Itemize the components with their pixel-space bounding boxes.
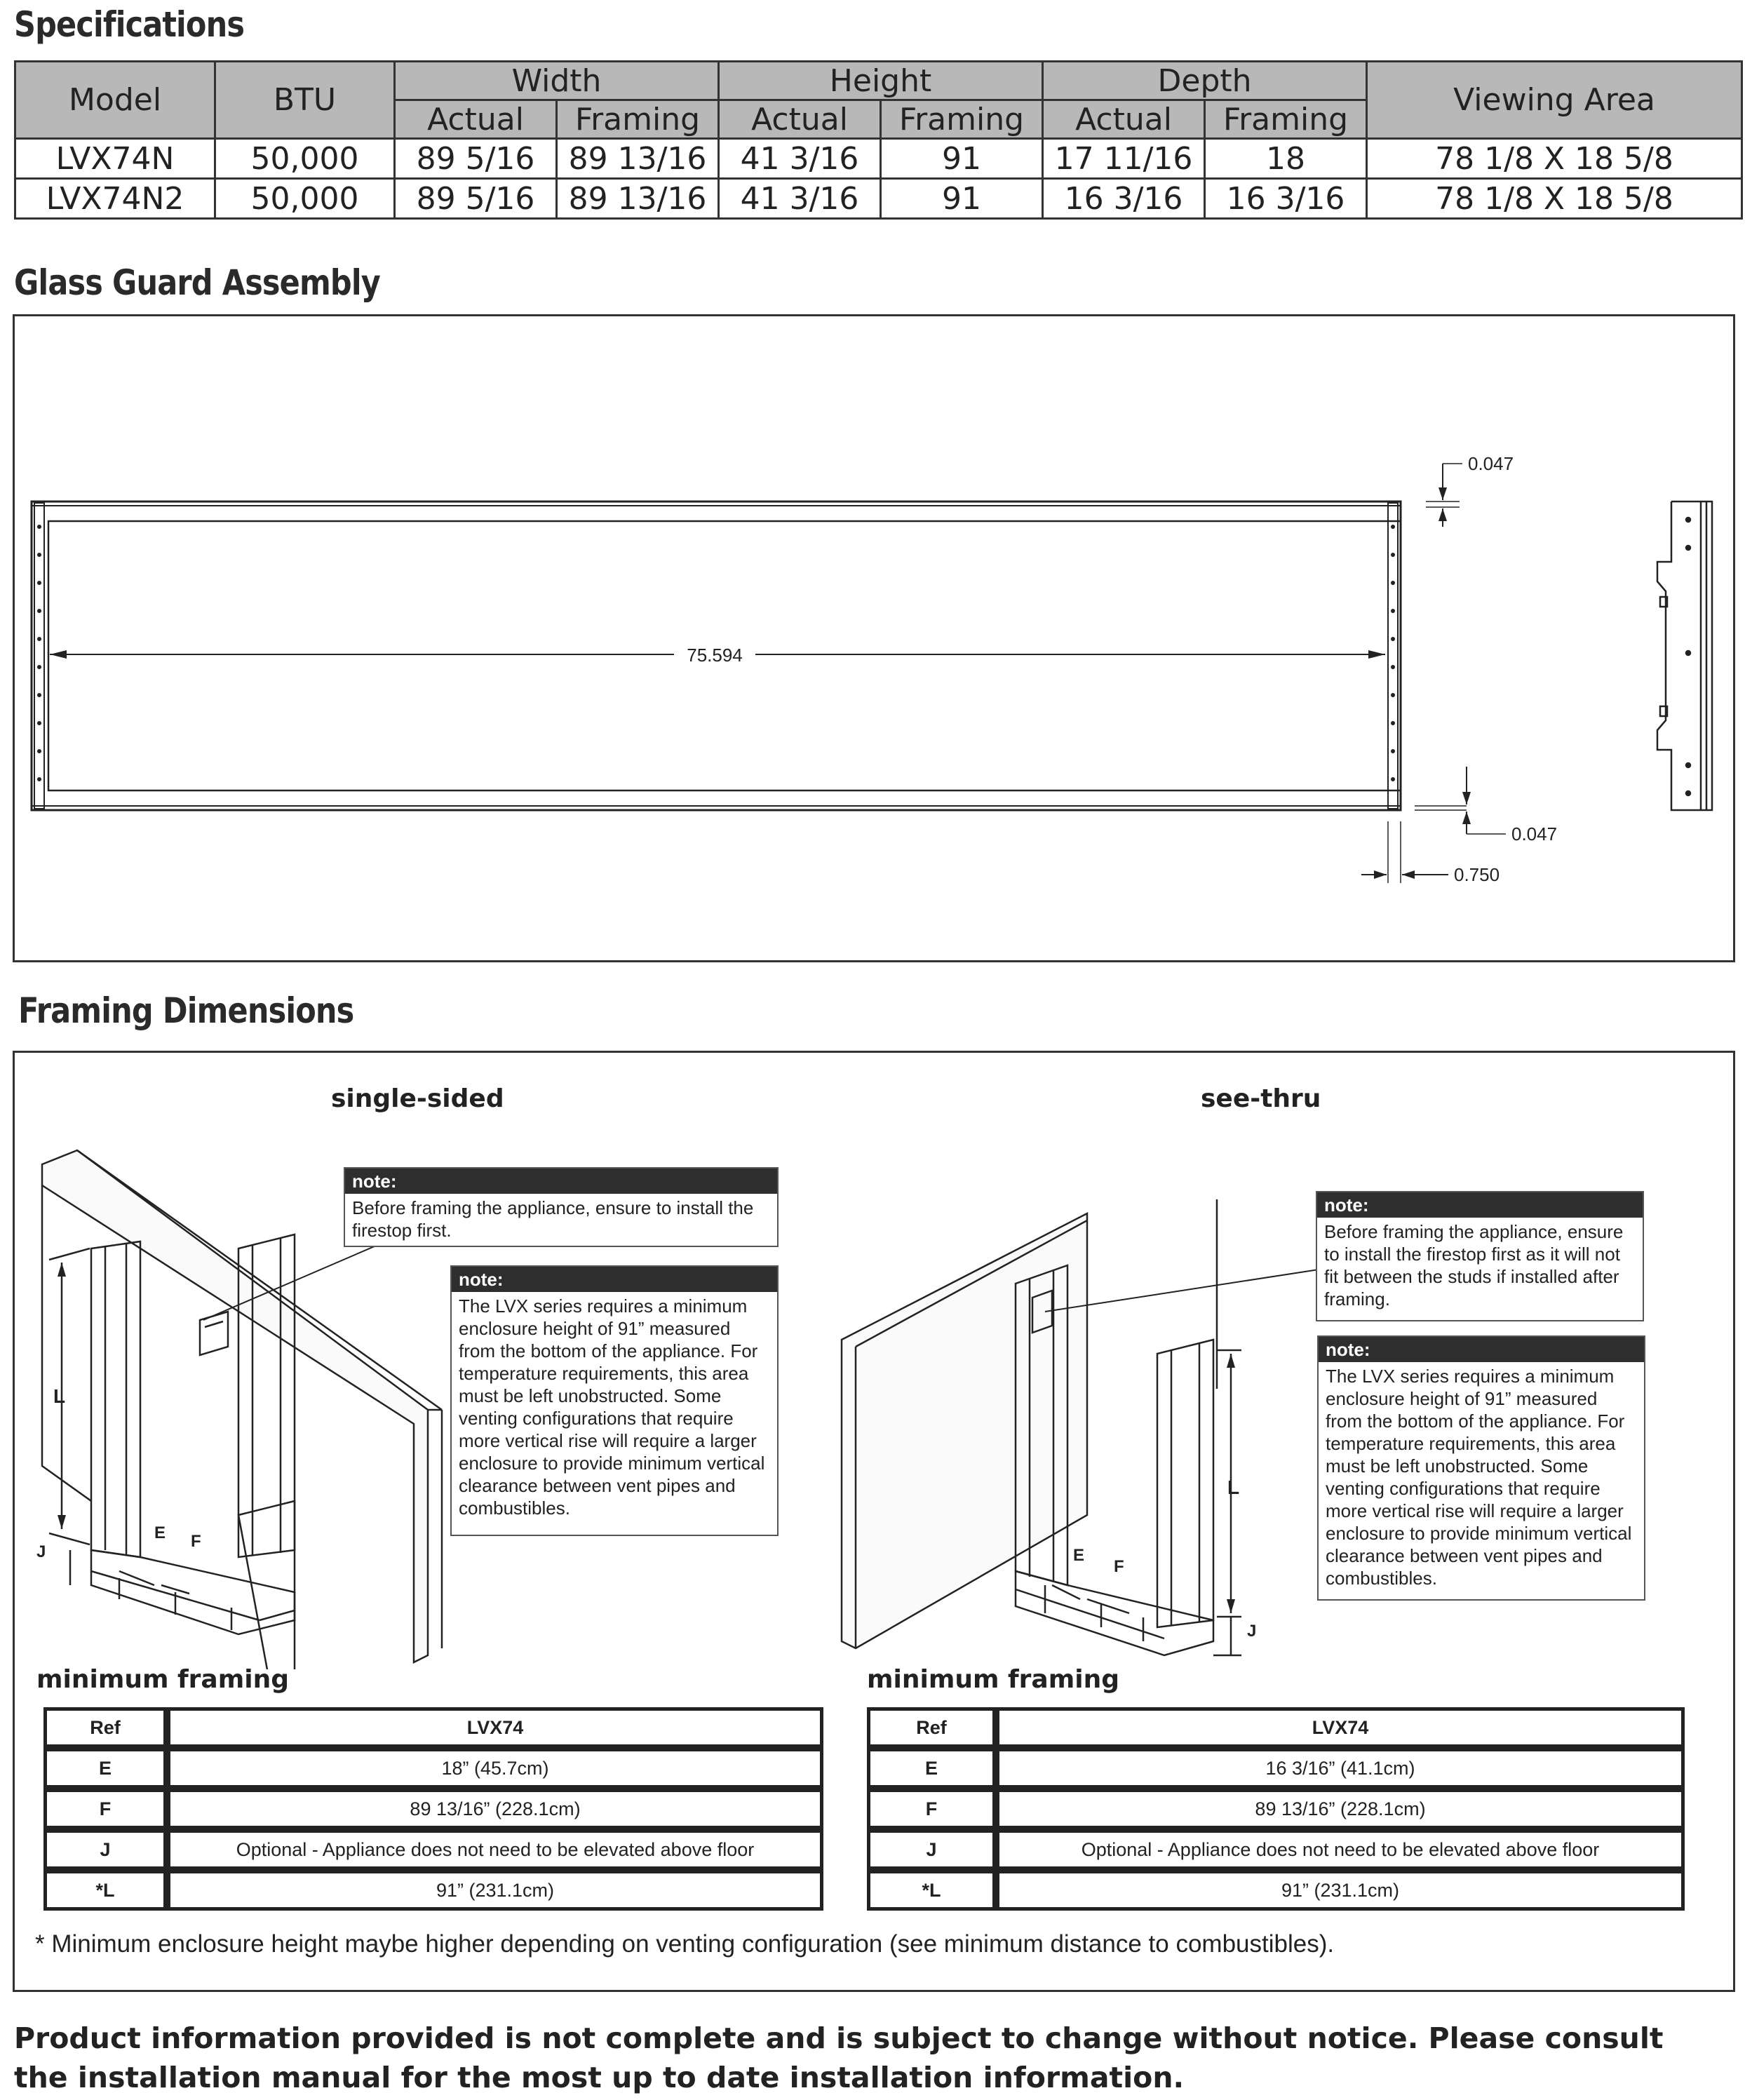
table-row: [867, 1870, 1685, 1911]
table-row: [43, 1748, 823, 1789]
cell-ref: J: [43, 1829, 167, 1870]
cell-ref: J: [867, 1829, 996, 1870]
header-ref: Ref: [43, 1707, 167, 1748]
cell-width-framing: 89 13/16: [557, 179, 719, 219]
cell-btu: 50,000: [215, 139, 395, 179]
framing-title: Framing Dimensions: [18, 990, 354, 1031]
table-row: [15, 139, 1742, 179]
single-sided-label: single-sided: [331, 1084, 504, 1113]
note-heading: note:: [1317, 1192, 1643, 1218]
glass-guard-title: Glass Guard Assembly: [14, 262, 380, 303]
single-min-framing-title: minimum framing: [36, 1665, 289, 1694]
seethru-L-letter: L: [1227, 1476, 1240, 1498]
header-width-framing: Framing: [557, 100, 719, 139]
seethru-E-letter: E: [1073, 1546, 1085, 1565]
cell-ref: *L: [867, 1870, 996, 1911]
seethru-F-letter: F: [1114, 1557, 1124, 1576]
cell-value: Optional - Appliance does not need to be elevated above floor: [996, 1829, 1685, 1870]
header-model: LVX74: [167, 1707, 823, 1748]
note-body: The LVX series requires a minimum enclosure height of 91” measured from the bottom of the appliance. For temperature requirements, this area must be left unobstructed. Some venting configurations that require more vertical rise will require a larger enclosure to provide minimum vertical clearance between vent pipes and combustibles.: [459, 1295, 765, 1519]
table-row: [43, 1707, 823, 1748]
cell-value: 89 13/16” (228.1cm): [996, 1789, 1685, 1829]
disclaimer-text: Product information provided is not complete and is subject to change without notice. Please consult the installation manual for the most up to date installation information.: [14, 2021, 1664, 2094]
header-height-framing: Framing: [881, 100, 1043, 139]
cell-value: 91” (231.1cm): [167, 1870, 823, 1911]
header-depth: Depth: [1043, 62, 1367, 100]
table-row: [43, 1789, 823, 1829]
dim-bottom-gap-label: 0.047: [1511, 823, 1558, 844]
header-btu: BTU: [215, 62, 395, 139]
header-height: Height: [719, 62, 1043, 100]
glass-guard-panel: [13, 314, 1735, 962]
seethru-note-enclosure: [1317, 1335, 1645, 1601]
cell-viewing-area: 78 1/8 X 18 5/8: [1367, 139, 1742, 179]
note-heading: note:: [1319, 1337, 1644, 1362]
cell-height-framing: 91: [881, 139, 1043, 179]
cell-model: LVX74N: [15, 139, 215, 179]
specifications-table: [14, 60, 1743, 220]
cell-depth-framing: 18: [1205, 139, 1367, 179]
table-row: [43, 1870, 823, 1911]
seethru-note-firestop: [1316, 1191, 1644, 1321]
single-note-firestop: [344, 1167, 779, 1247]
glass-guard-drawing: [15, 316, 1733, 960]
seethru-min-framing-table: [867, 1707, 1685, 1911]
table-row: [15, 179, 1742, 219]
single-min-framing-table: [43, 1707, 823, 1911]
cell-ref: F: [867, 1789, 996, 1829]
header-ref: Ref: [867, 1707, 996, 1748]
cell-viewing-area: 78 1/8 X 18 5/8: [1367, 179, 1742, 219]
table-row: [867, 1789, 1685, 1829]
cell-value: 18” (45.7cm): [167, 1748, 823, 1789]
cell-value: 89 13/16” (228.1cm): [167, 1789, 823, 1829]
header-width-actual: Actual: [395, 100, 557, 139]
seethru-J-letter: J: [1247, 1622, 1257, 1641]
specifications-title: Specifications: [14, 4, 245, 45]
header-depth-framing: Framing: [1205, 100, 1367, 139]
right-bracket: [1388, 503, 1398, 809]
dim-side-label: 0.750: [1454, 864, 1500, 885]
cell-ref: E: [867, 1748, 996, 1789]
header-model: Model: [15, 62, 215, 139]
table-row: [867, 1707, 1685, 1748]
cell-ref: E: [43, 1748, 167, 1789]
single-note-enclosure: [450, 1265, 779, 1536]
cell-model: LVX74N2: [15, 179, 215, 219]
single-L-letter: L: [53, 1385, 66, 1407]
framing-footnote: * Minimum enclosure height maybe higher depending on venting configuration (see minimum distance to combustibles).: [35, 1930, 1335, 1958]
cell-depth-framing: 16 3/16: [1205, 179, 1367, 219]
note-body: The LVX series requires a minimum enclosure height of 91” measured from the bottom of the appliance. For temperature requirements, this area must be left unobstructed. Some venting configurations that require more vertical rise will require a larger enclosure to provide minimum vertical clearance between vent pipes and combustibles.: [1326, 1366, 1632, 1589]
cell-depth-actual: 17 11/16: [1043, 139, 1205, 179]
cell-value: 91” (231.1cm): [996, 1870, 1685, 1911]
right-bracket-holes: [1391, 525, 1395, 781]
see-thru-label: see-thru: [1201, 1084, 1321, 1113]
note-heading: note:: [345, 1169, 777, 1194]
cell-width-framing: 89 13/16: [557, 139, 719, 179]
single-F-letter: F: [191, 1532, 201, 1551]
cell-value: Optional - Appliance does not need to be elevated above floor: [167, 1829, 823, 1870]
cell-height-actual: 41 3/16: [719, 179, 881, 219]
header-viewing-area: Viewing Area: [1367, 62, 1742, 139]
note-heading: note:: [452, 1267, 777, 1292]
seethru-min-framing-title: minimum framing: [867, 1665, 1119, 1694]
note-body: Before framing the appliance, ensure to install the firestop first as it will not fit between the studs if installed after framing.: [1324, 1221, 1624, 1310]
note-body: Before framing the appliance, ensure to install the firestop first.: [352, 1197, 754, 1241]
single-J-letter: J: [36, 1542, 46, 1561]
cell-btu: 50,000: [215, 179, 395, 219]
dim-width-label: 75.594: [687, 645, 743, 666]
cell-width-actual: 89 5/16: [395, 139, 557, 179]
cell-ref: F: [43, 1789, 167, 1829]
cell-height-actual: 41 3/16: [719, 139, 881, 179]
cell-depth-actual: 16 3/16: [1043, 179, 1205, 219]
single-E-letter: E: [154, 1523, 166, 1542]
see-thru-drawing: [835, 1192, 1326, 1669]
cell-width-actual: 89 5/16: [395, 179, 557, 219]
cell-value: 16 3/16” (41.1cm): [996, 1748, 1685, 1789]
header-model: LVX74: [996, 1707, 1685, 1748]
table-row: [867, 1748, 1685, 1789]
left-bracket: [34, 503, 44, 809]
dim-top-gap-label: 0.047: [1468, 453, 1514, 474]
guard-side-profile: [1657, 502, 1712, 810]
cell-height-framing: 91: [881, 179, 1043, 219]
header-width: Width: [395, 62, 719, 100]
cell-ref: *L: [43, 1870, 167, 1911]
header-depth-actual: Actual: [1043, 100, 1205, 139]
table-row: [43, 1829, 823, 1870]
table-row: [867, 1829, 1685, 1870]
header-height-actual: Actual: [719, 100, 881, 139]
left-bracket-holes: [37, 525, 41, 781]
